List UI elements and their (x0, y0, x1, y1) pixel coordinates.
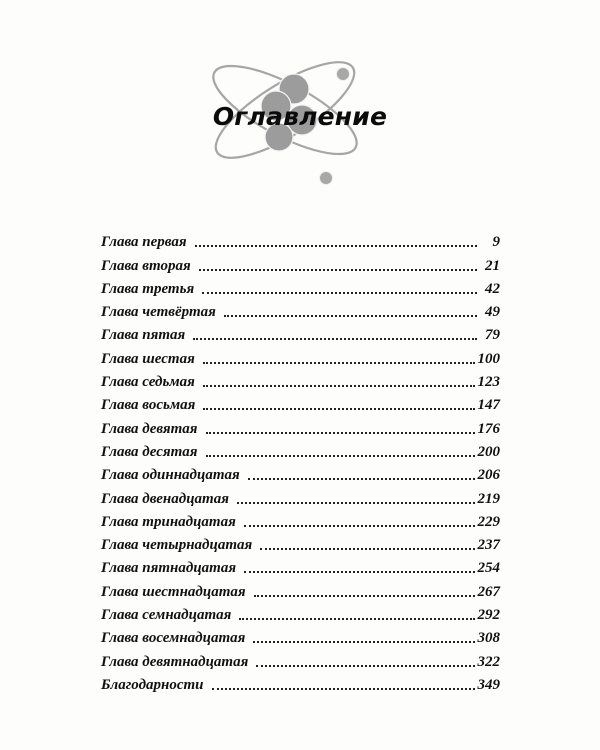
toc-entry-page: 292 (477, 607, 500, 624)
toc-entry-page: 349 (477, 676, 500, 693)
toc-entry-label: Глава пятнадцатая (101, 560, 237, 577)
toc-entry-chapter-14 (101, 531, 500, 554)
dot-leader (206, 432, 475, 434)
toc-entry-chapter-5 (101, 321, 500, 344)
toc-entry-page: 267 (477, 583, 500, 600)
toc-entry-chapter-7 (101, 368, 500, 391)
page-title: Оглавление (212, 102, 388, 131)
toc-entry-chapter-2 (101, 251, 500, 274)
toc-entry-page: 100 (477, 350, 500, 367)
toc-entry-page: 21 (485, 257, 500, 274)
toc-entry-label: Глава девятнадцатая (101, 653, 249, 670)
table-of-contents (101, 228, 500, 694)
toc-entry-page: 206 (477, 467, 500, 484)
toc-entry-page: 254 (477, 560, 500, 577)
toc-entry-chapter-12 (101, 484, 500, 507)
toc-entry-page: 219 (477, 490, 500, 507)
toc-entry-chapter-1 (101, 228, 500, 251)
toc-entry-chapter-15 (101, 554, 500, 577)
toc-entry-page: 49 (485, 304, 500, 321)
toc-entry-page: 237 (477, 537, 500, 554)
toc-entry-page: 200 (477, 443, 500, 460)
toc-entry-label: Глава десятая (101, 443, 198, 460)
dot-leader (224, 315, 477, 317)
toc-entry-label: Глава седьмая (101, 374, 195, 391)
dot-leader (244, 525, 475, 527)
toc-entry-page: 42 (485, 280, 500, 297)
toc-entry-chapter-4 (101, 298, 500, 321)
toc-entry-label: Глава шестая (101, 350, 195, 367)
toc-entry-chapter-11 (101, 461, 500, 484)
dot-leader (193, 338, 477, 340)
dot-leader (212, 688, 475, 690)
toc-entry-chapter-18 (101, 624, 500, 647)
toc-entry-chapter-3 (101, 275, 500, 298)
toc-entry-label: Глава одиннадцатая (101, 467, 240, 484)
dot-leader (199, 269, 477, 271)
dot-leader (203, 408, 474, 410)
toc-entry-label: Глава вторая (101, 257, 191, 274)
toc-entry-page: 176 (477, 420, 500, 437)
dot-leader (237, 502, 475, 504)
toc-entry-label: Глава первая (101, 234, 187, 251)
dot-leader (254, 595, 475, 597)
dot-leader (203, 362, 475, 364)
toc-entry-label: Глава семнадцатая (101, 607, 232, 624)
toc-entry-acknowledgements (101, 671, 500, 694)
dot-leader (195, 245, 477, 247)
toc-entry-label: Глава восьмая (101, 397, 196, 414)
toc-entry-chapter-6 (101, 344, 500, 367)
toc-entry-page: 322 (477, 653, 500, 670)
dot-leader (239, 618, 474, 620)
toc-entry-label: Глава шестнадцатая (101, 583, 246, 600)
toc-entry-label: Глава восемнадцатая (101, 630, 246, 647)
toc-entry-label: Глава двенадцатая (101, 490, 229, 507)
dot-leader (253, 641, 474, 643)
toc-entry-chapter-19 (101, 647, 500, 670)
toc-entry-page: 308 (477, 630, 500, 647)
toc-entry-label: Глава четырнадцатая (101, 537, 253, 554)
toc-entry-chapter-10 (101, 438, 500, 461)
dot-leader (256, 665, 474, 667)
dot-leader (248, 478, 475, 480)
toc-entry-label: Глава девятая (101, 420, 198, 437)
toc-entry-chapter-8 (101, 391, 500, 414)
toc-entry-page: 229 (477, 513, 500, 530)
toc-entry-label: Благодарности (101, 676, 204, 693)
toc-entry-chapter-16 (101, 577, 500, 600)
dot-leader (244, 571, 474, 573)
toc-entry-page: 79 (485, 327, 500, 344)
toc-entry-chapter-9 (101, 414, 500, 437)
toc-entry-page: 9 (492, 234, 500, 251)
dot-leader (206, 455, 475, 457)
toc-entry-label: Глава пятая (101, 327, 186, 344)
toc-entry-page: 123 (477, 374, 500, 391)
toc-entry-chapter-13 (101, 508, 500, 531)
toc-entry-chapter-17 (101, 601, 500, 624)
toc-entry-label: Глава тринадцатая (101, 513, 236, 530)
toc-entry-label: Глава четвёртая (101, 304, 216, 321)
toc-entry-label: Глава третья (101, 280, 195, 297)
toc-entry-page: 147 (477, 397, 500, 414)
dot-leader (202, 292, 477, 294)
dot-leader (203, 385, 475, 387)
dot-leader (260, 548, 474, 550)
